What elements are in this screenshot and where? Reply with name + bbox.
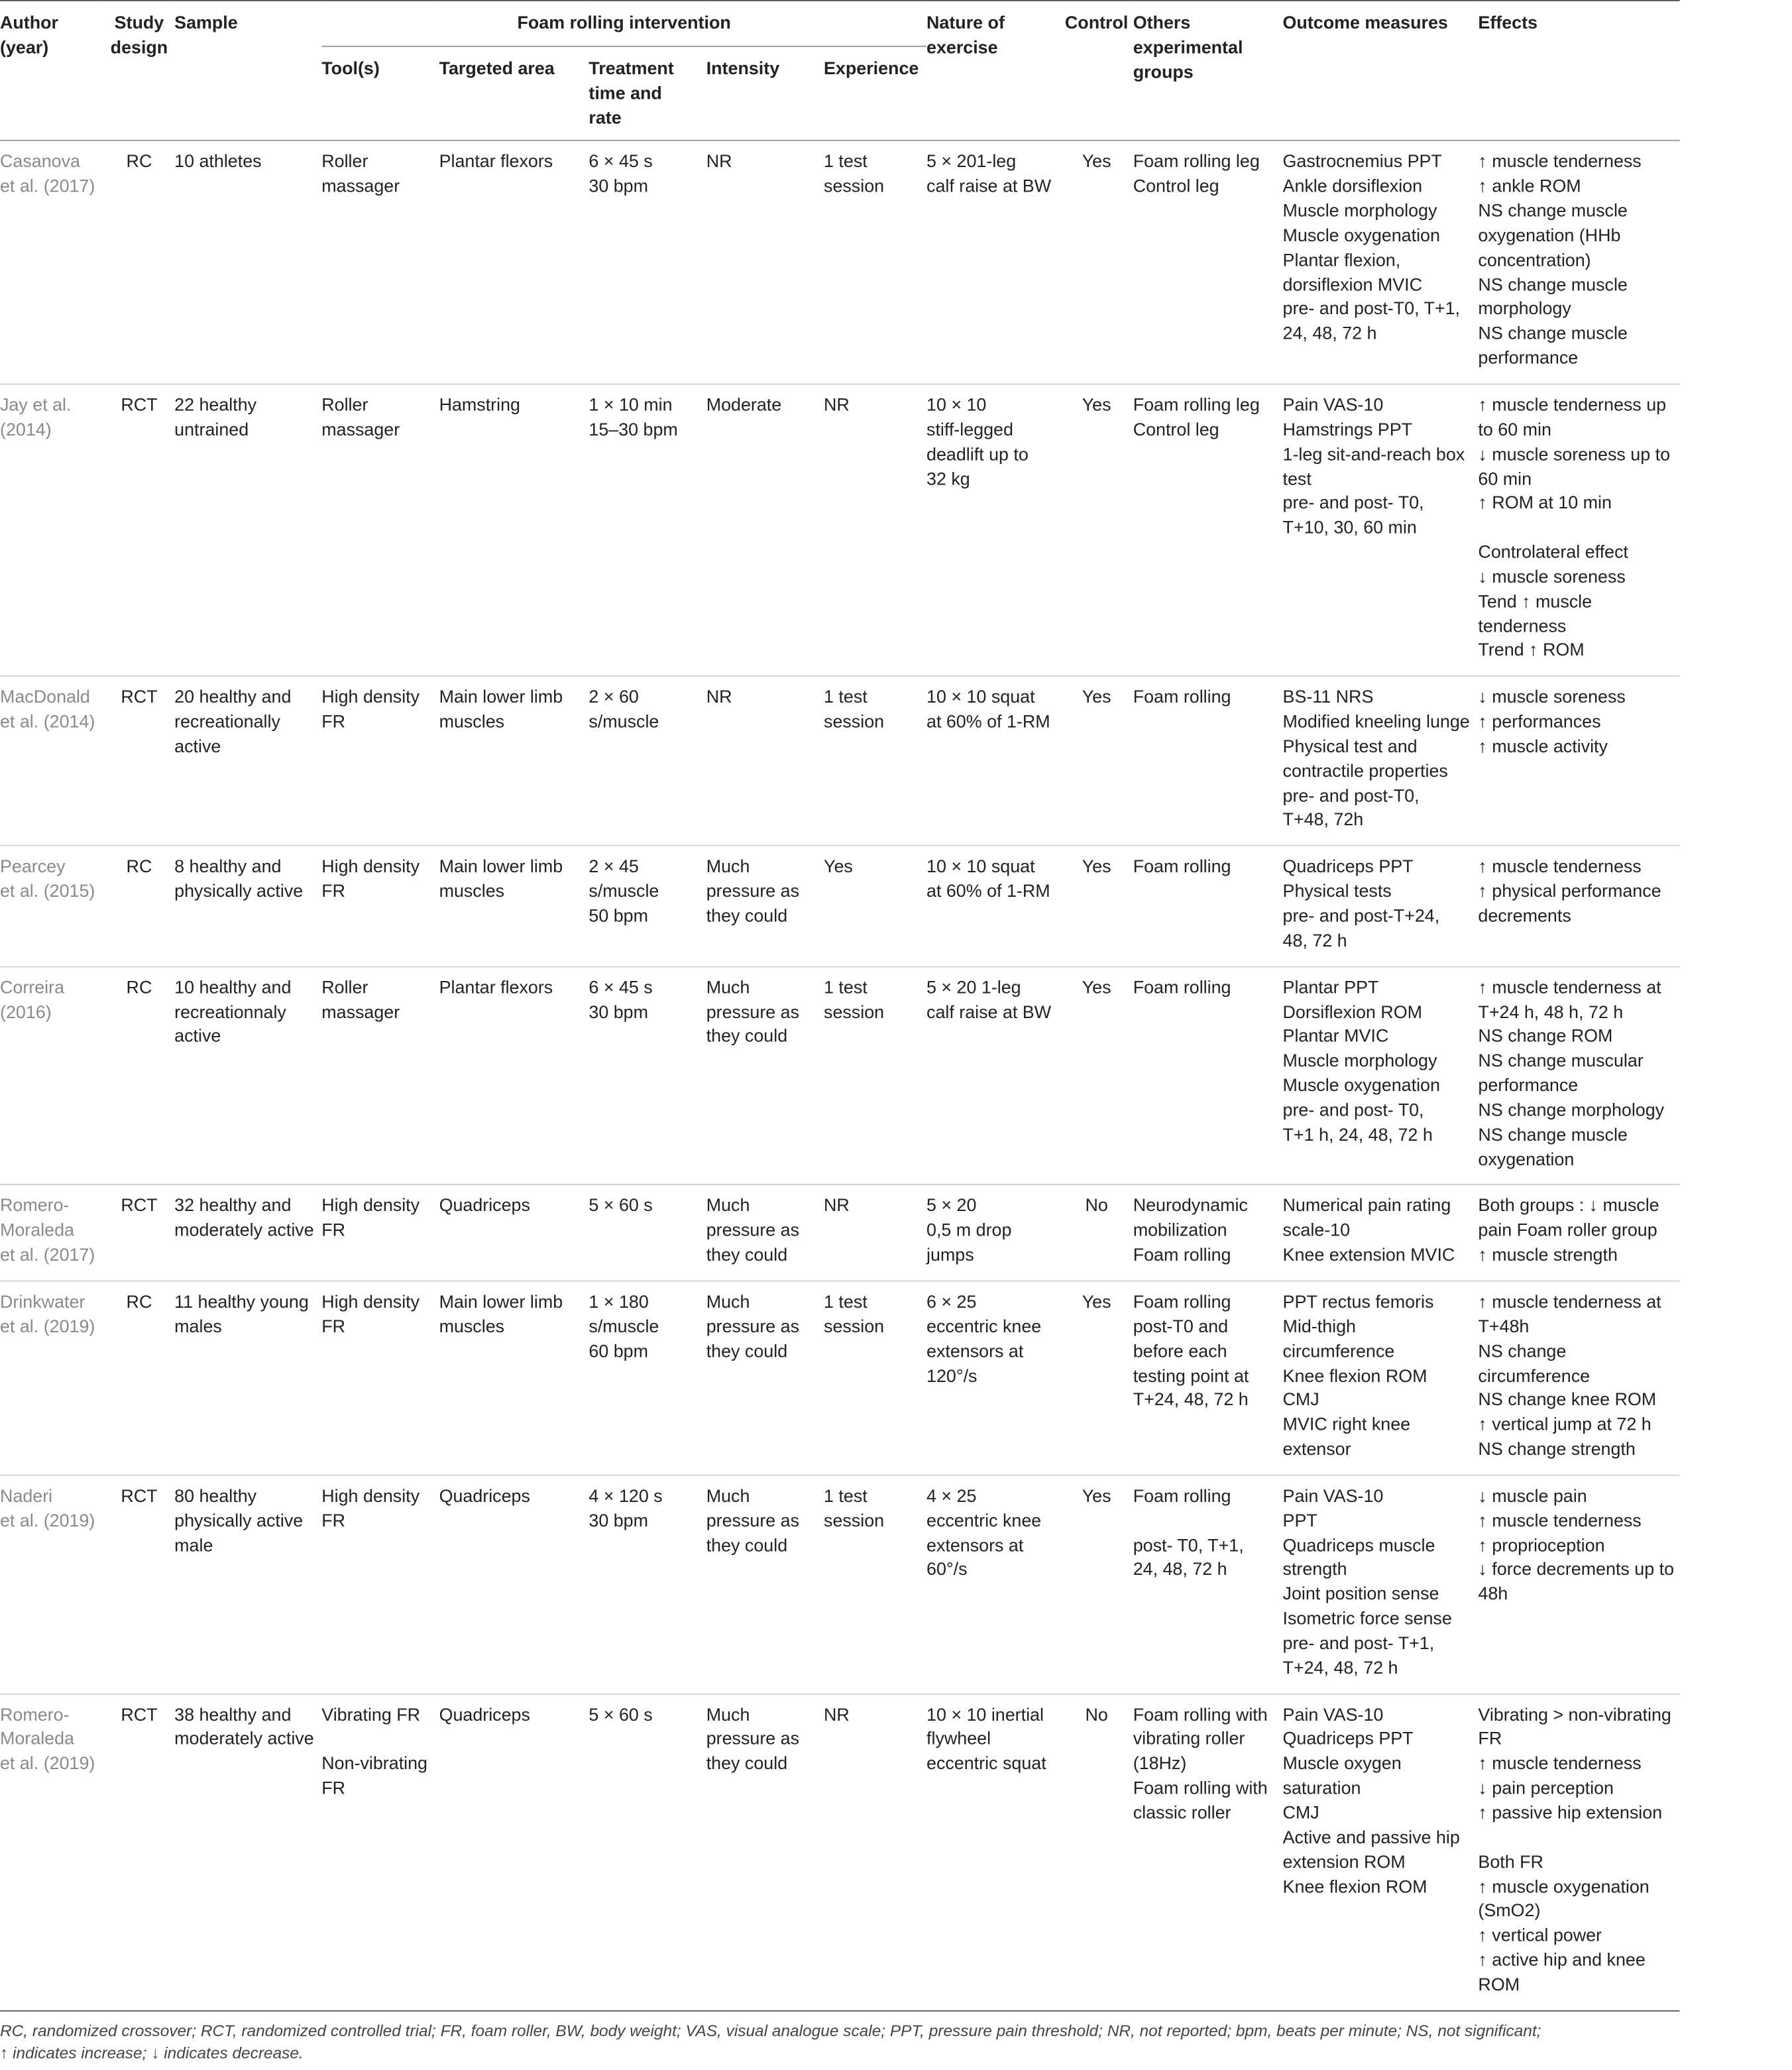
cell-intensity: Moderate xyxy=(706,384,824,676)
cell-study-design: RCT xyxy=(104,1694,174,2010)
cell-targeted-area: Plantar flexors xyxy=(439,152,553,173)
cell-nature-of-exercise: 10 × 10 inertial flywheel eccentric squat xyxy=(926,1694,1060,2010)
cell-treatment-time: 2 × 60 s/muscle xyxy=(588,676,706,846)
cell-nature-of-exercise: 10 × 10 squat at 60% of 1-RM xyxy=(926,676,1060,846)
cell-nature-of-exercise: 10 × 10 squat at 60% of 1-RM xyxy=(926,846,1060,966)
cell-author: Romero- Moraleda et al. (2017) xyxy=(0,1185,104,1281)
cell-targeted-area: Main lower limb muscles xyxy=(439,846,589,966)
cell-study-design: RC xyxy=(126,152,152,173)
header-nature-of-exercise: Nature of exercise xyxy=(926,1,1060,141)
cell-treatment-time: 1 × 10 min 15–30 bpm xyxy=(588,384,706,676)
cell-intensity: Much pressure as they could xyxy=(706,966,824,1185)
cell-study-design: RC xyxy=(104,966,174,1185)
cell-treatment-time: 6 × 45 s 30 bpm xyxy=(588,152,653,198)
cell-intensity: NR xyxy=(706,152,732,173)
cell-author: Naderi et al. (2019) xyxy=(0,1475,104,1694)
cell-experience: 1 test session xyxy=(824,152,885,198)
header-sample: Sample xyxy=(174,1,321,141)
cell-effects: ↓ muscle soreness ↑ performances ↑ muscle activity xyxy=(1478,676,1679,846)
cell-nature-of-exercise: 5 × 201-leg calf raise at BW xyxy=(926,152,1052,198)
cell-outcome-measures: Pain VAS-10 Quadriceps PPT Muscle oxygen saturation CMJ Active and passive hip extension ROM Knee flexion ROM xyxy=(1283,1694,1479,2010)
cell-outcome-measures: Gastrocnemius PPT Ankle dorsiflexion Muscle morphology Muscle oxygenation Plantar flexion, dorsiflexion MVIC pre- and post-T0, T+1, 24, 48, 72 h xyxy=(1282,152,1461,345)
cell-targeted-area: Main lower limb muscles xyxy=(439,676,589,846)
cell-sample: 22 healthy untrained xyxy=(174,384,321,676)
cell-effects: ↑ muscle tenderness up to 60 min ↓ muscle soreness up to 60 min ↑ ROM at 10 min Controlateral effect ↓ muscle soreness Tend ↑ muscle tenderness Trend ↑ ROM xyxy=(1478,384,1679,676)
cell-treatment-time: 5 × 60 s xyxy=(588,1694,706,2010)
cell-tools: Roller massager xyxy=(321,384,439,676)
cell-treatment-time: 5 × 60 s xyxy=(588,1185,706,1281)
cell-sample: 8 healthy and physically active xyxy=(174,846,321,966)
cell-intensity: Much pressure as they could xyxy=(706,1475,824,1694)
cell-experience: NR xyxy=(824,1694,926,2010)
cell-nature-of-exercise: 5 × 20 1-leg calf raise at BW xyxy=(926,966,1060,1185)
header-author: Author (year) xyxy=(0,1,104,141)
cell-targeted-area: Hamstring xyxy=(439,384,589,676)
header-control: Control xyxy=(1060,1,1133,141)
cell-author: Romero- Moraleda et al. (2019) xyxy=(0,1694,104,2010)
cell-sample: 20 healthy and recreationally active xyxy=(174,676,321,846)
cell-nature-of-exercise: 6 × 25 eccentric knee extensors at 120°/s xyxy=(926,1281,1060,1475)
cell-study-design: RC xyxy=(104,1281,174,1475)
cell-experience: NR xyxy=(824,384,926,676)
cell-others-groups: Foam rolling with vibrating roller (18Hz) Foam rolling with classic roller xyxy=(1133,1694,1283,2010)
cell-experience: 1 test session xyxy=(824,676,926,846)
cell-sample: 11 healthy young males xyxy=(174,1281,321,1475)
cell-treatment-time: 1 × 180 s/muscle 60 bpm xyxy=(588,1281,706,1475)
header-treatment-time: Treatment time and rate xyxy=(588,46,706,141)
table-row xyxy=(0,141,1680,384)
table-header xyxy=(0,1,1680,141)
cell-sample: 80 healthy physically active male xyxy=(174,1475,321,1694)
cell-others-groups: Foam rolling xyxy=(1133,966,1283,1185)
cell-nature-of-exercise: 5 × 20 0,5 m drop jumps xyxy=(926,1185,1060,1281)
cell-author: Correira (2016) xyxy=(0,966,104,1185)
cell-author: MacDonald et al. (2014) xyxy=(0,676,104,846)
cell-intensity: NR xyxy=(706,676,824,846)
cell-control: Yes xyxy=(1082,152,1111,173)
table-row xyxy=(0,1694,1680,2010)
header-effects: Effects xyxy=(1478,1,1679,141)
cell-nature-of-exercise: 4 × 25 eccentric knee extensors at 60°/s xyxy=(926,1475,1060,1694)
cell-tools: High density FR xyxy=(321,1475,439,1694)
cell-targeted-area: Main lower limb muscles xyxy=(439,1281,589,1475)
cell-control: No xyxy=(1060,1694,1133,2010)
cell-experience: Yes xyxy=(824,846,926,966)
cell-experience: 1 test session xyxy=(824,1475,926,1694)
cell-nature-of-exercise: 10 × 10 stiff-legged deadlift up to 32 kg xyxy=(926,384,1060,676)
table-row xyxy=(0,384,1680,676)
cell-tools: Roller massager xyxy=(321,966,439,1185)
cell-targeted-area: Quadriceps xyxy=(439,1475,589,1694)
header-outcome-measures: Outcome measures xyxy=(1283,1,1479,141)
cell-control: No xyxy=(1060,1185,1133,1281)
table-row xyxy=(0,1475,1680,1694)
cell-outcome-measures: Numerical pain rating scale-10 Knee extension MVIC xyxy=(1283,1185,1479,1281)
table-row xyxy=(0,966,1680,1185)
cell-control: Yes xyxy=(1060,846,1133,966)
cell-treatment-time: 2 × 45 s/muscle 50 bpm xyxy=(588,846,706,966)
cell-effects: Vibrating > non-vibrating FR ↑ muscle tenderness ↓ pain perception ↑ passive hip extension Both FR ↑ muscle oxygenation (SmO2) ↑ vertical power ↑ active hip and knee ROM xyxy=(1478,1694,1679,2010)
cell-sample: 38 healthy and moderately active xyxy=(174,1694,321,2010)
cell-intensity: Much pressure as they could xyxy=(706,1185,824,1281)
cell-outcome-measures: Plantar PPT Dorsiflexion ROM Plantar MVIC Muscle morphology Muscle oxygenation pre- and post- T0, T+1 h, 24, 48, 72 h xyxy=(1283,966,1479,1185)
cell-study-design: RC xyxy=(104,846,174,966)
table-row xyxy=(0,846,1680,966)
cell-sample: 10 healthy and recreationnaly active xyxy=(174,966,321,1185)
cell-sample: 32 healthy and moderately active xyxy=(174,1185,321,1281)
cell-intensity: Much pressure as they could xyxy=(706,1694,824,2010)
header-study-design: Study design xyxy=(104,1,174,141)
cell-intensity: Much pressure as they could xyxy=(706,846,824,966)
header-intensity: Intensity xyxy=(706,46,824,141)
cell-effects: ↓ muscle pain ↑ muscle tenderness ↑ proprioception ↓ force decrements up to 48h xyxy=(1478,1475,1679,1694)
cell-others-groups: Foam rolling post-T0 and before each testing point at T+24, 48, 72 h xyxy=(1133,1281,1283,1475)
cell-outcome-measures: PPT rectus femoris Mid-thigh circumference Knee flexion ROM CMJ MVIC right knee extensor xyxy=(1283,1281,1479,1475)
cell-targeted-area: Quadriceps xyxy=(439,1185,589,1281)
cell-others-groups: Foam rolling xyxy=(1133,846,1283,966)
header-foam-rolling-intervention: Foam rolling intervention xyxy=(321,1,926,46)
cell-control: Yes xyxy=(1060,1475,1133,1694)
cell-treatment-time: 4 × 120 s 30 bpm xyxy=(588,1475,706,1694)
cell-tools: Vibrating FR Non-vibrating FR xyxy=(321,1694,439,2010)
cell-others-groups: Foam rolling leg Control leg xyxy=(1133,152,1260,198)
cell-control: Yes xyxy=(1060,676,1133,846)
cell-others-groups: Foam rolling xyxy=(1133,676,1283,846)
cell-study-design: RCT xyxy=(104,1475,174,1694)
cell-author: Drinkwater et al. (2019) xyxy=(0,1281,104,1475)
cell-control: Yes xyxy=(1060,966,1133,1185)
cell-tools: High density FR xyxy=(321,676,439,846)
cell-experience: 1 test session xyxy=(824,1281,926,1475)
table-row xyxy=(0,1281,1680,1475)
cell-tools: High density FR xyxy=(321,1185,439,1281)
cell-targeted-area: Quadriceps xyxy=(439,1694,589,2010)
cell-experience: 1 test session xyxy=(824,966,926,1185)
cell-outcome-measures: Quadriceps PPT Physical tests pre- and post-T+24, 48, 72 h xyxy=(1283,846,1479,966)
cell-treatment-time: 6 × 45 s 30 bpm xyxy=(588,966,706,1185)
cell-author: Jay et al. (2014) xyxy=(0,384,104,676)
header-others-groups: Others experimental groups xyxy=(1133,1,1283,141)
header-experience: Experience xyxy=(824,46,926,141)
cell-author: Pearcey et al. (2015) xyxy=(0,846,104,966)
cell-effects: ↑ muscle tenderness at T+48h NS change circumference NS change knee ROM ↑ vertical jump at 72 h NS change strength xyxy=(1478,1281,1679,1475)
table-footnote: RC, randomized crossover; RCT, randomized controlled trial; FR, foam roller, BW, body weight; VAS, visual analogue scale; PPT, pressure pain threshold; NR, not reported; bpm, beats per minute; NS, not significant; ↑ indicates increase; ↓ indicates decrease. xyxy=(0,2021,1541,2062)
cell-experience: NR xyxy=(824,1185,926,1281)
cell-others-groups: Foam rolling post- T0, T+1, 24, 48, 72 h xyxy=(1133,1475,1283,1694)
cell-others-groups: Foam rolling leg Control leg xyxy=(1133,384,1283,676)
cell-effects: ↑ muscle tenderness ↑ physical performance decrements xyxy=(1478,846,1679,966)
cell-control: Yes xyxy=(1060,384,1133,676)
cell-study-design: RCT xyxy=(104,384,174,676)
cell-author: Casanova et al. (2017) xyxy=(0,152,95,198)
cell-intensity: Much pressure as they could xyxy=(706,1281,824,1475)
header-tools: Tool(s) xyxy=(321,46,439,141)
cell-effects: ↑ muscle tenderness ↑ ankle ROM NS change muscle oxygenation (HHb concentration) NS change muscle morphology NS change muscle performance xyxy=(1478,152,1642,369)
cell-outcome-measures: BS-11 NRS Modified kneeling lunge Physical test and contractile properties pre- and post-T0, T+48, 72h xyxy=(1283,676,1479,846)
cell-study-design: RCT xyxy=(104,676,174,846)
header-targeted-area: Targeted area xyxy=(439,46,589,141)
cell-outcome-measures: Pain VAS-10 PPT Quadriceps muscle strength Joint position sense Isometric force sense pre- and post- T+1, T+24, 48, 72 h xyxy=(1283,1475,1479,1694)
cell-tools: High density FR xyxy=(321,846,439,966)
cell-control: Yes xyxy=(1060,1281,1133,1475)
cell-effects: ↑ muscle tenderness at T+24 h, 48 h, 72 h NS change ROM NS change muscular performance NS change morphology NS change muscle oxygenation xyxy=(1478,966,1679,1185)
cell-effects: Both groups : ↓ muscle pain Foam roller group ↑ muscle strength xyxy=(1478,1185,1679,1281)
cell-sample: 10 athletes xyxy=(174,152,262,173)
cell-targeted-area: Plantar flexors xyxy=(439,966,589,1185)
table-body xyxy=(0,141,1680,2011)
cell-tools: High density FR xyxy=(321,1281,439,1475)
cell-study-design: RCT xyxy=(104,1185,174,1281)
table-row xyxy=(0,1185,1680,1281)
table-row xyxy=(0,676,1680,846)
cell-outcome-measures: Pain VAS-10 Hamstrings PPT 1-leg sit-and-reach box test pre- and post- T0, T+10, 30, 60 min xyxy=(1283,384,1479,676)
cell-others-groups: Neurodynamic mobilization Foam rolling xyxy=(1133,1185,1283,1281)
cell-tools: Roller massager xyxy=(321,152,400,198)
